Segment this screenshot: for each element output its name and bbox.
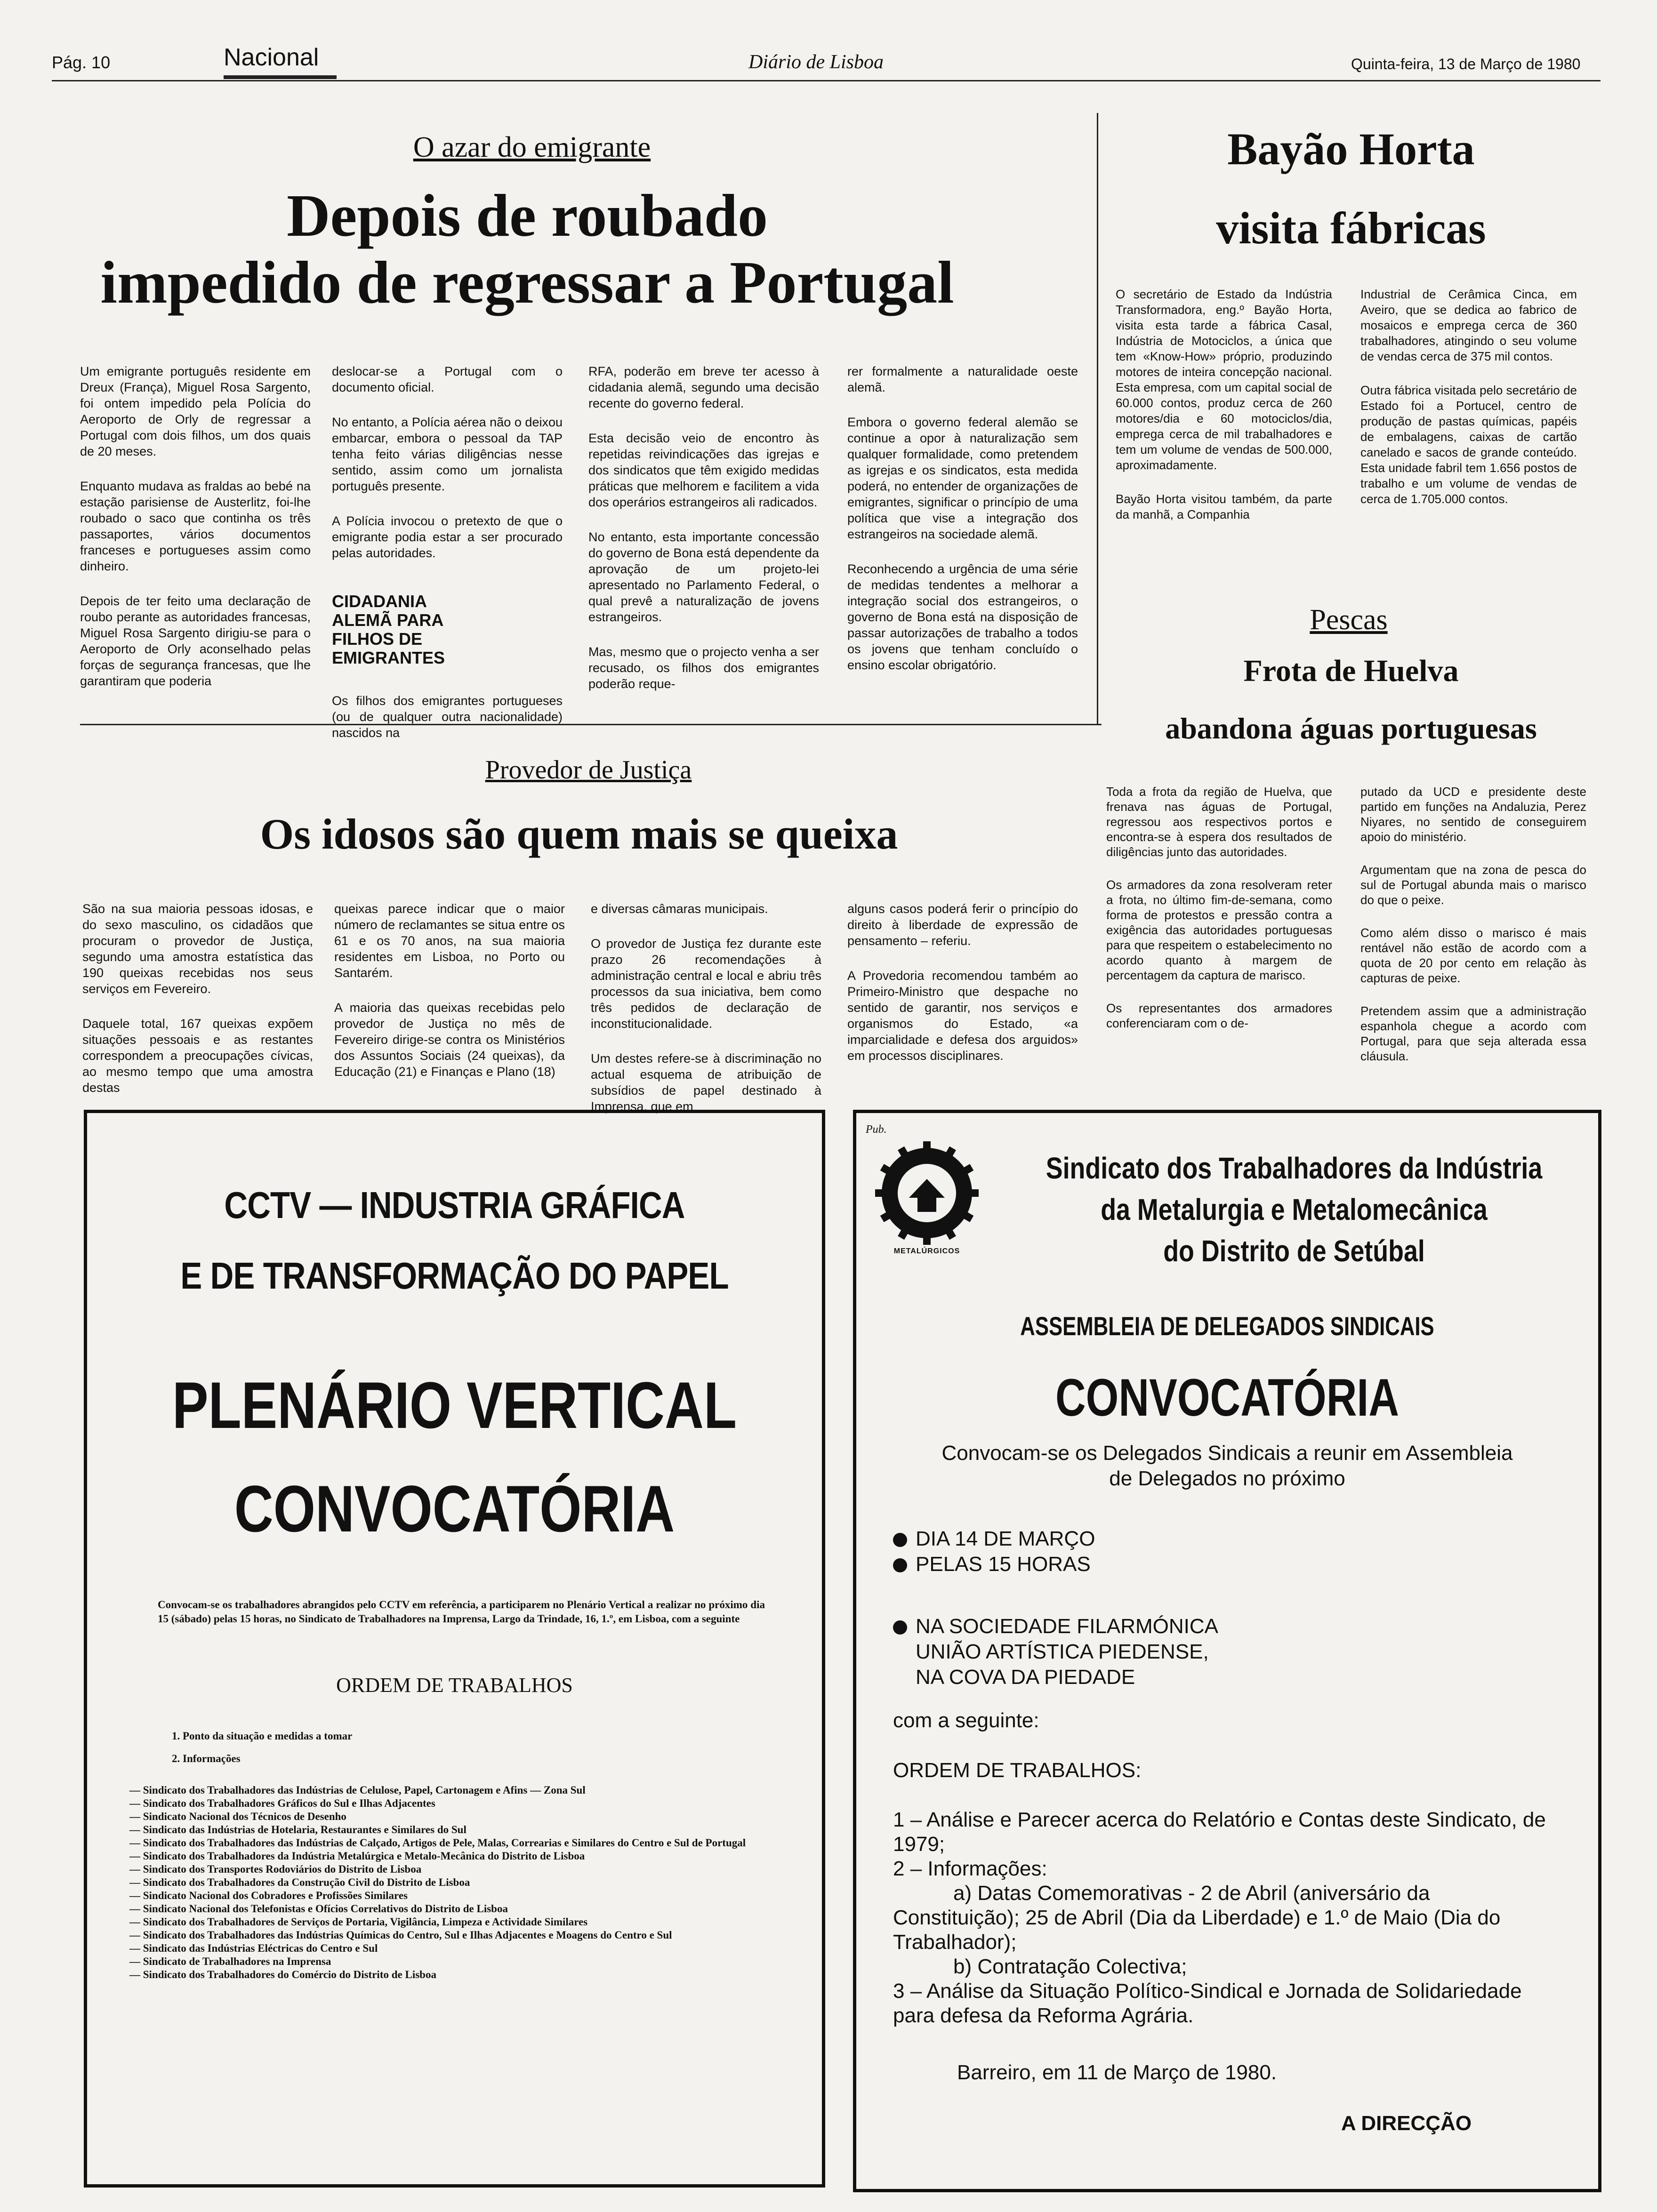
cctv-union-list bbox=[129, 1784, 784, 1981]
pescas-headline-1: Frota de Huelva bbox=[1243, 654, 1459, 688]
section-name: Nacional bbox=[224, 44, 319, 71]
section-underline bbox=[224, 75, 337, 79]
emigrant-column-4 bbox=[847, 347, 1078, 692]
paragraph: Outra fábrica visitada pelo secretário de Estado foi a Portucel, centro de produção de pastas químicas, papéis de embalagens, caixas de cartão canelado e sacos de grande conteúdo. Esta unidade fabril tem 1.656 postos de trabalho e um volume de vendas de cerca de 1.705.000 contos. bbox=[1360, 383, 1577, 506]
paragraph: RFA, poderão em breve ter acesso à cidadania alemã, segundo uma decisão recente do governo federal. bbox=[588, 364, 819, 410]
provedor-column-3 bbox=[591, 885, 821, 1133]
pub-label: Pub. bbox=[866, 1123, 887, 1136]
setubal-title-2: da Metalurgia e Metalomecânica bbox=[1101, 1193, 1488, 1226]
cctv-intro: Convocam-se os trabalhadores abrangidos pelo CCTV em referência, a participarem no Plenário Vertical a realizar no próximo dia 15 (sábado) pelas 15 horas, no Sindicato de Trabalhadores na Imprensa, Largo da Trindade, 16, 1.º, em Lisboa, com a seguinte bbox=[158, 1599, 765, 1625]
bullet-icon bbox=[893, 1533, 907, 1547]
agenda-item: 3 – Análise da Situação Político-Sindical e Jornada de Solidariedade para defesa da Reforma Agrária. bbox=[893, 1980, 1522, 2027]
paragraph: Os representantes dos armadores conferenciaram com o de- bbox=[1106, 1001, 1332, 1030]
paragraph: Um destes refere-se à discriminação no actual esquema de atribuição de subsídios de papel destinado à Imprensa, que em bbox=[591, 1051, 821, 1114]
paragraph: putado da UCD e presidente deste partido em funções na Andaluzia, Perez Niyares, no sentido de conseguirem apoio do ministério. bbox=[1360, 785, 1586, 844]
cctv-ordem: ORDEM DE TRABALHOS bbox=[336, 1674, 573, 1697]
bullet-icon bbox=[893, 1620, 907, 1635]
bayao-headline-2: visita fábricas bbox=[1216, 203, 1486, 253]
pescas-headline-2: abandona águas portuguesas bbox=[1165, 712, 1537, 745]
page-number: Pág. 10 bbox=[52, 53, 111, 72]
emigrant-column-1 bbox=[80, 347, 311, 708]
paragraph: Embora o governo federal alemão se continue a opor à naturalização sem qualquer formalidade, como pretendem as igrejas e os sindicatos, esta medida poderá, no entender de organizações de emigrantes, significar o princípio de uma política que vise a integração dos estrangeiros na sociedade alemã. bbox=[847, 415, 1078, 541]
emigrant-headline-1: Depois de roubado bbox=[287, 182, 768, 249]
paragraph: Os filhos dos emigrantes portugueses (ou de qualquer outra nacionalidade) nascidos na bbox=[332, 694, 563, 740]
place-date: Barreiro, em 11 de Março de 1980. bbox=[957, 2061, 1277, 2084]
list-item: — Sindicato dos Trabalhadores das Indústrias de Celulose, Papel, Cartonagem e Afins — Zona Sul bbox=[129, 1784, 586, 1796]
agenda-point: 2. Informações bbox=[172, 1753, 241, 1764]
paragraph: Mas, mesmo que o projecto venha a ser recusado, os filhos dos emigrantes poderão reque- bbox=[588, 645, 819, 691]
setubal-intro-2: de Delegados no próximo bbox=[1109, 1467, 1345, 1490]
paragraph: Toda a frota da região de Huelva, que frenava nas águas de Portugal, regressou aos respectivos portos e encontra-se à espera dos resultados de diligências junto das autoridades. bbox=[1106, 785, 1332, 859]
paragraph: No entanto, a Polícia aérea não o deixou embarcar, embora o pessoal da TAP tenha feito várias diligências nesse sentido, assim como um jornalista português presente. bbox=[332, 415, 563, 493]
paragraph: Como além disso o marisco é mais rentável não estão de acordo com a quota de 20 por cento em relação às capturas de peixe. bbox=[1360, 926, 1586, 985]
cctv-convocatoria: CONVOCATÓRIA bbox=[234, 1472, 675, 1546]
agenda-subitem: b) Contratação Colectiva; bbox=[953, 1955, 1187, 1978]
list-item: — Sindicato de Trabalhadores na Imprensa bbox=[129, 1956, 331, 1967]
paragraph: No entanto, esta importante concessão do governo de Bona está dependente da aprovação de um projeto-lei apresentado no Parlamento Federal, o qual prevê a naturalização de jovens estrangeiros. bbox=[588, 530, 819, 624]
setubal-convocatoria: CONVOCATÓRIA bbox=[1055, 1368, 1400, 1427]
list-item: — Sindicato das Indústrias de Hotelaria, Restaurantes e Similares do Sul bbox=[129, 1824, 467, 1835]
paragraph: Bayão Horta visitou também, da parte da manhã, a Companhia bbox=[1116, 492, 1332, 521]
paragraph: Daquele total, 167 queixas expõem situações pessoais e as restantes correspondem a preocupações cívicas, ao mesmo tempo que uma amostra destas bbox=[82, 1017, 313, 1095]
emigrant-kicker: O azar do emigrante bbox=[413, 131, 651, 163]
list-item: — Sindicato Nacional dos Técnicos de Desenho bbox=[129, 1811, 346, 1822]
provedor-column-1 bbox=[82, 885, 313, 1114]
bullet-place bbox=[893, 1615, 1218, 1638]
bullet-time bbox=[893, 1553, 1091, 1576]
paragraph: O provedor de Justiça fez durante este prazo 26 recomendações à administração central e local e abriu três processos da sua iniciativa, bem como três pedidos de declaração de inconstitucionalidade. bbox=[591, 937, 821, 1031]
setubal-advertisement bbox=[853, 1110, 1601, 2192]
paragraph: O secretário de Estado da Indústria Transformadora, eng.º Bayão Horta, visita esta tarde a fábrica Casal, Indústria de Motociclos, a única que tem «Know-How» próprio, produzindo motores de inteira concepção nacional. Esta empresa, com um capital social de 60.000 contos, produz cerca de 260 motores/dia e 60 motociclos/dia, emprega cerca de mil trabalhadores e tem um volume de vendas de 500.000, aproximadamente. bbox=[1116, 287, 1332, 472]
cctv-points bbox=[172, 1730, 643, 1765]
paragraph: Industrial de Cerâmica Cinca, em Aveiro, que se dedica ao fabrico de mosaicos e emprega cerca de 360 trabalhadores, atingindo o seu volume de vendas cerca de 375 mil contos. bbox=[1360, 287, 1577, 363]
paragraph: queixas parece indicar que o maior número de reclamantes se situa entre os 61 e os 70 anos, na sua maioria residentes em Lisboa, no Porto ou Santarém. bbox=[334, 902, 565, 980]
list-item: — Sindicato dos Trabalhadores da Indústria Metalúrgica e Metalo-Mecânica do Distrito de Lisboa bbox=[129, 1850, 585, 1862]
provedor-column-4 bbox=[847, 885, 1078, 1082]
emigrant-column-2 bbox=[332, 347, 563, 760]
list-item: — Sindicato dos Trabalhadores do Comércio do Distrito de Lisboa bbox=[129, 1969, 436, 1980]
paragraph: São na sua maioria pessoas idosas, e do sexo masculino, os cidadãos que procuram o provedor de Justiça, segundo uma amostra estatística das 190 queixas recebidas nos seus serviços em Fevereiro. bbox=[82, 902, 313, 996]
union-logo bbox=[875, 1141, 979, 1245]
pescas-kicker: Pescas bbox=[1310, 604, 1388, 636]
cctv-advertisement bbox=[84, 1110, 825, 2188]
emigrant-column-3 bbox=[588, 347, 819, 711]
list-item: — Sindicato das Indústrias Eléctricas do Centro e Sul bbox=[129, 1942, 378, 1954]
bayao-column-1 bbox=[1116, 271, 1332, 541]
bullet-text: NA SOCIEDADE FILARMÓNICA bbox=[916, 1615, 1219, 1638]
paragraph: Enquanto mudava as fraldas ao bebé na estação parisiense de Austerlitz, foi-lhe roubado o saco que continha os três passaportes, vários documentos franceses e portugueses assim como dinheiro. bbox=[80, 479, 311, 573]
paragraph: Um emigrante português residente em Dreux (França), Miguel Rosa Sargento, foi ontem impedido pela Polícia do Aeroporto de Orly de regressar a Portugal com dois filhos, um dos quais de 20 meses. bbox=[80, 364, 311, 458]
bullet-text: DIA 14 DE MARÇO bbox=[916, 1527, 1095, 1550]
paragraph: A Provedoria recomendou também ao Primeiro-Ministro que despache no sentido de garantir, nos serviços e organismos do Estado, «a imparcialidade e defesa dos arguidos» em processos disciplinares. bbox=[847, 969, 1078, 1063]
paragraph: rer formalmente a naturalidade oeste alemã. bbox=[847, 364, 1078, 394]
column-divider bbox=[1097, 113, 1098, 725]
subheading: CIDADANIA ALEMÃ PARA FILHOS DE EMIGRANTES bbox=[332, 592, 445, 667]
signature: A DIRECÇÃO bbox=[1341, 2112, 1472, 2135]
provedor-headline: Os idosos são quem mais se queixa bbox=[260, 810, 898, 858]
paragraph: Os armadores da zona resolveram reter a frota, no último fim-de-semana, como forma de protestos e pressão contra a exigência das autoridades portuguesas para que respeitem o estabelecimento no acordo quanto à margem de percentagem da captura de marisco. bbox=[1106, 878, 1332, 982]
setubal-com: com a seguinte: bbox=[893, 1709, 1039, 1732]
logo-text: METALÚRGICOS bbox=[893, 1247, 960, 1255]
paragraph: A maioria das queixas recebidas pelo provedor de Justiça no mês de Fevereiro dirige-se contra os Ministérios dos Assuntos Sociais (24 queixas), da Educação (21) e Finanças e Plano (18) bbox=[334, 1001, 565, 1079]
provedor-column-2 bbox=[334, 885, 565, 1098]
paragraph: deslocar-se a Portugal com o documento oficial. bbox=[332, 364, 563, 394]
bayao-column-2 bbox=[1360, 271, 1577, 525]
paragraph: e diversas câmaras municipais. bbox=[591, 902, 768, 916]
list-item: — Sindicato dos Trabalhadores Gráficos do Sul e Ilhas Adjacentes bbox=[129, 1797, 435, 1809]
bullet-date bbox=[893, 1527, 1095, 1551]
pescas-column-2 bbox=[1360, 769, 1586, 1082]
bullet-icon bbox=[893, 1558, 907, 1572]
pescas-column-1 bbox=[1106, 769, 1332, 1049]
newspaper-name: Diário de Lisboa bbox=[748, 51, 884, 73]
agenda-subitem: a) Datas Comemorativas - 2 de Abril (aniversário da Constituição); 25 de Abril (Dia da Liberdade) e 1.º de Maio (Dia do Trabalhador); bbox=[893, 1882, 1501, 1954]
list-item: — Sindicato dos Transportes Rodoviários do Distrito de Lisboa bbox=[129, 1863, 422, 1875]
paragraph: Depois de ter feito uma declaração de roubo perante as autoridades francesas, Miguel Rosa Sargento dirigiu-se para o Aeroporto de Orly aconselhado pelas forças de segurança francesas, que lhe garantiram que poderia bbox=[80, 594, 311, 688]
paragraph: Argumentam que na zona de pesca do sul de Portugal abunda mais o marisco do que o peixe. bbox=[1360, 863, 1586, 907]
paragraph: Pretendem assim que a administração espanhola chegue a acordo com Portugal, para que seja alterada essa cláusula. bbox=[1360, 1004, 1586, 1063]
header-rule bbox=[52, 80, 1601, 81]
list-item: — Sindicato dos Trabalhadores da Construção Civil do Distrito de Lisboa bbox=[129, 1876, 470, 1888]
agenda-item: 2 – Informações: bbox=[893, 1857, 1047, 1880]
agenda-item: 1 – Análise e Parecer acerca do Relatório e Contas deste Sindicato, de 1979; bbox=[893, 1808, 1546, 1856]
bullet-text: PELAS 15 HORAS bbox=[916, 1553, 1091, 1576]
agenda-point: 1. Ponto da situação e medidas a tomar bbox=[172, 1730, 353, 1742]
setubal-ordem: ORDEM DE TRABALHOS: bbox=[893, 1759, 1142, 1782]
setubal-title-3: do Distrito de Setúbal bbox=[1163, 1234, 1425, 1268]
list-item: — Sindicato Nacional dos Telefonistas e Ofícios Correlativos do Distrito de Lisboa bbox=[129, 1903, 508, 1915]
paragraph: Esta decisão veio de encontro às repetidas reivindicações das igrejas e dos sindicatos que têm exigido medidas práticas que melhorem e facilitem a vida dos operários estrangeiros ali radicados. bbox=[588, 431, 819, 509]
gear-emblem-icon bbox=[875, 1141, 979, 1245]
cctv-plenario: PLENÁRIO VERTICAL bbox=[172, 1368, 737, 1442]
bayao-headline-1: Bayão Horta bbox=[1227, 124, 1475, 174]
setubal-title-1: Sindicato dos Trabalhadores da Indústria bbox=[1046, 1151, 1543, 1185]
paragraph: Reconhecendo a urgência de uma série de medidas tendentes a melhorar a integração social dos estrangeiros, o governo de Bona está na disposição de passar autorizações de trabalho a todos os jovens que tenham concluído o ensino escolar obrigatório. bbox=[847, 562, 1078, 672]
assembleia-heading: ASSEMBLEIA DE DELEGADOS SINDICAIS bbox=[1020, 1311, 1434, 1341]
paragraph: A Polícia invocou o pretexto de que o emigrante podia estar a ser procurado pelas autoridades. bbox=[332, 514, 563, 560]
setubal-intro-1: Convocam-se os Delegados Sindicais a reunir em Assembleia bbox=[941, 1442, 1513, 1465]
cctv-title-1: CCTV — INDUSTRIA GRÁFICA bbox=[224, 1184, 685, 1226]
provedor-kicker: Provedor de Justiça bbox=[485, 755, 692, 785]
horizontal-divider bbox=[80, 724, 1102, 725]
list-item: — Sindicato Nacional dos Cobradores e Profissões Similares bbox=[129, 1890, 408, 1901]
agenda-list bbox=[893, 1808, 1557, 2028]
issue-date: Quinta-feira, 13 de Março de 1980 bbox=[1351, 56, 1581, 72]
list-item: — Sindicato dos Trabalhadores de Serviços de Portaria, Vigilância, Limpeza e Actividade Similares bbox=[129, 1916, 588, 1928]
cctv-title-2: E DE TRANSFORMAÇÃO DO PAPEL bbox=[180, 1255, 729, 1297]
place-line-3: NA COVA DA PIEDADE bbox=[916, 1666, 1135, 1689]
emigrant-headline-2: impedido de regressar a Portugal bbox=[100, 249, 954, 316]
paragraph: alguns casos poderá ferir o princípio do direito à liberdade de expressão de pensamento – referiu. bbox=[847, 902, 1078, 948]
place-line-2: UNIÃO ARTÍSTICA PIEDENSE, bbox=[916, 1640, 1209, 1663]
list-item: — Sindicato dos Trabalhadores das Indústrias de Calçado, Artigos de Pele, Malas, Correarias e Similares do Centro e Sul de Portugal bbox=[129, 1837, 746, 1849]
list-item: — Sindicato dos Trabalhadores das Indústrias Químicas do Centro, Sul e Ilhas Adjacentes e Moagens do Centro e Sul bbox=[129, 1929, 672, 1941]
